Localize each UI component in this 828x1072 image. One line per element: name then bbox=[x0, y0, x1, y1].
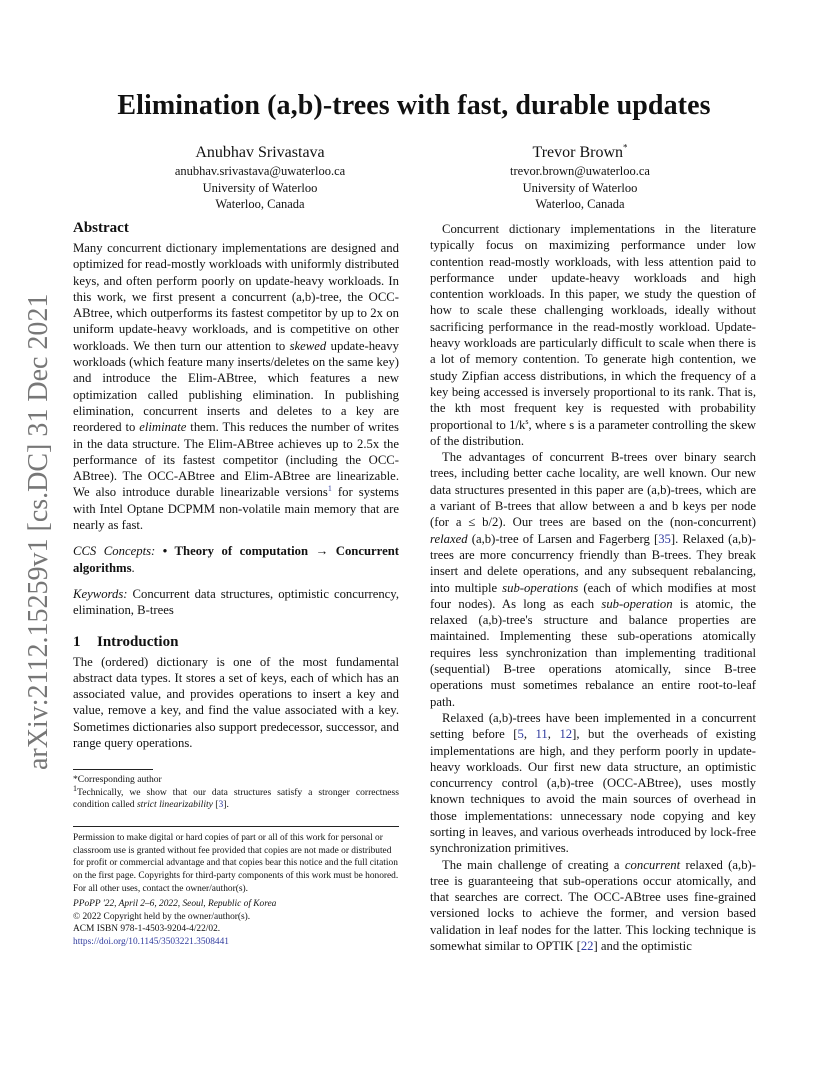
abstract-heading: Abstract bbox=[73, 220, 129, 236]
author-affiliation: University of Waterloo bbox=[202, 180, 318, 195]
citation-link[interactable]: 12 bbox=[559, 727, 573, 742]
doi-link[interactable]: https://doi.org/10.1145/3503221.3508441 bbox=[73, 937, 229, 948]
permission-text: Permission to make digital or hard copies of part or all of this work for personal or classroom use is granted without fee provided that copies are not made or distributed for profit or commercial advantage and that copies bear this notice and the full citation on the first page. Copyrights for third-party components of this work must be honored. For all other uses, contact the owner/author(s). bbox=[73, 832, 399, 894]
author-location: Waterloo, Canada bbox=[535, 197, 625, 211]
citation-link[interactable]: 11 bbox=[535, 727, 548, 742]
paragraph: The advantages of concurrent B-trees over binary search trees, including better cache locality, are well known. Our new data structures presented in this paper are (a,b)-trees, which are a variant of B-trees that allow between a and b keys per node (for a ≤ b/2). Our trees are based on the (non-concurrent) relaxed (a,b)-tree of Larsen and Fagerberg [35]. Relaxed (a,b)-trees are more concurrency friendly than B-trees. They break insert and delete operations, and any subsequent rebalancing, into multiple sub-operations (each of which modifies at most four nodes). As long as each sub-operation is atomic, the relaxed (a,b)-tree's structure and balance properties are maintained. Implementing these sub-operations atomically requires less synchronization than implementing traditional (sequential) B-tree operations atomically, since B-tree operations must sometimes rebalance an entire root-to-leaf path. bbox=[430, 450, 756, 709]
paragraph: The main challenge of creating a concurrent relaxed (a,b)-tree is guaranteeing that sub-operations occur atomically, and that searches are correct. The OCC-ABtree uses fine-grained versioned locks to achieve the former, and version based validation in leaf nodes for the latter. This locking technique is somewhat similar to OPTIK [22] and the optimistic bbox=[430, 857, 756, 954]
footnote-corresponding: *Corresponding author bbox=[73, 774, 162, 786]
arxiv-stamp: arXiv:2112.15259v1 [cs.DC] 31 Dec 2021 bbox=[23, 293, 54, 770]
isbn: ACM ISBN 978-1-4503-9204-4/22/02. bbox=[73, 924, 221, 935]
ccs-concepts: CCS Concepts: • Theory of computation → Concurrent algorithms. bbox=[73, 544, 400, 575]
intro-heading: 1 Introduction bbox=[73, 633, 179, 650]
author-location: Waterloo, Canada bbox=[215, 197, 305, 211]
citation-link[interactable]: 35 bbox=[658, 531, 671, 546]
intro-paragraph: The (ordered) dictionary is one of the most fundamental abstract data types. It stores a set of keys, each of which has an associated value, and provides operations to insert a key and value, remove a key, and find the value associated with a key. Sometimes dictionaries also support predecessor, successor, and range query operations. bbox=[73, 654, 399, 751]
paragraph: Concurrent dictionary implementations in the literature typically focus on maximizing performance under low contention read-mostly workloads, with less attention paid to performance under update-heavy workloads and high contention workloads. In this paper, we study the question of how to scale these challenging workloads, ideally without sacrificing performance in the read-mostly workload. Update-heavy workloads are particularly difficult to scale when there is a lot of memory contention. To generate high contention, we study Zipfian access distributions, in which the frequency of a key being accessed is inversely proportional to its rank. That is, the kth most frequent key is requested with probability proportional to $1/k^s$, where s is a parameter controlling the skew of the distribution. bbox=[430, 222, 756, 448]
author-name: Trevor Brown* bbox=[532, 142, 628, 161]
citation-link[interactable]: 3 bbox=[218, 799, 224, 811]
author-name: Anubhav Srivastava bbox=[195, 144, 325, 161]
footnote-ref[interactable]: 1 bbox=[327, 484, 332, 494]
permission-rule bbox=[73, 826, 399, 827]
author-affiliation: University of Waterloo bbox=[522, 180, 638, 195]
copyright: © 2022 Copyright held by the owner/author(s). bbox=[73, 911, 251, 922]
footnote-rule bbox=[73, 769, 153, 770]
corresponding-mark: * bbox=[623, 142, 628, 153]
paper-title: Elimination (a,b)-trees with fast, durable updates bbox=[117, 90, 711, 121]
paragraph: Relaxed (a,b)-trees have been implemented in a concurrent setting before [5, 11, 12], but the overheads of existing implementations are high, and they perform poorly in update-heavy workloads. Our first new data structure, an optimistic concurrency control (a,b)-tree (OCC-ABtree), uses mostly known techniques to avoid the main sources of overhead in those implementations: unnecessary node copying and key sorting in leaves, and various overheads introduced by lock-free synchronization primitives. bbox=[430, 710, 756, 856]
left-column bbox=[73, 219, 399, 949]
footnote-1: $^1$Technically, we show that our data structures satisfy a stronger correctness condition called strict linearizability [3]. bbox=[73, 783, 399, 811]
keywords: Keywords: Concurrent data structures, optimistic concurrency, elimination, B-trees bbox=[73, 586, 399, 618]
author-block-2 bbox=[430, 143, 730, 213]
citation-link[interactable]: 5 bbox=[517, 727, 524, 742]
author-email: trevor.brown@uwaterloo.ca bbox=[510, 164, 650, 178]
permission-block bbox=[73, 832, 399, 949]
author-block-1 bbox=[110, 143, 410, 213]
citation-link[interactable]: 22 bbox=[580, 939, 594, 954]
venue: PPoPP '22, April 2–6, 2022, Seoul, Republic of Korea bbox=[73, 898, 277, 909]
right-column bbox=[430, 221, 756, 954]
abstract-text: Many concurrent dictionary implementations are designed and optimized for read-mostly workloads with uniformly distributed keys, and often perform poorly on update-heavy workloads. In this work, we first present a concurrent (a,b)-tree, the OCC-ABtree, which outperforms its fastest competitor by up to 2x on uniform update-heavy workloads, and is competitive on other workloads. We then turn our attention to skewed update-heavy workloads (which feature many inserts/deletes on the same key) and introduce the Elim-ABtree, which features a new optimization called publishing elimination. In publishing elimination, concurrent inserts and deletes to a key are reordered to eliminate them. This reduces the number of writes in the data structure. The Elim-ABtree achieves up to 2.5x the performance of its fastest competitor (including the OCC-ABtree). The OCC-ABtree and Elim-ABtree are linearizable. We also introduce durable linearizable versions$^1$ for systems with Intel Optane DCPMM non-volatile main memory that are nearly as fast. bbox=[73, 241, 399, 533]
author-email: anubhav.srivastava@uwaterloo.ca bbox=[174, 164, 346, 178]
